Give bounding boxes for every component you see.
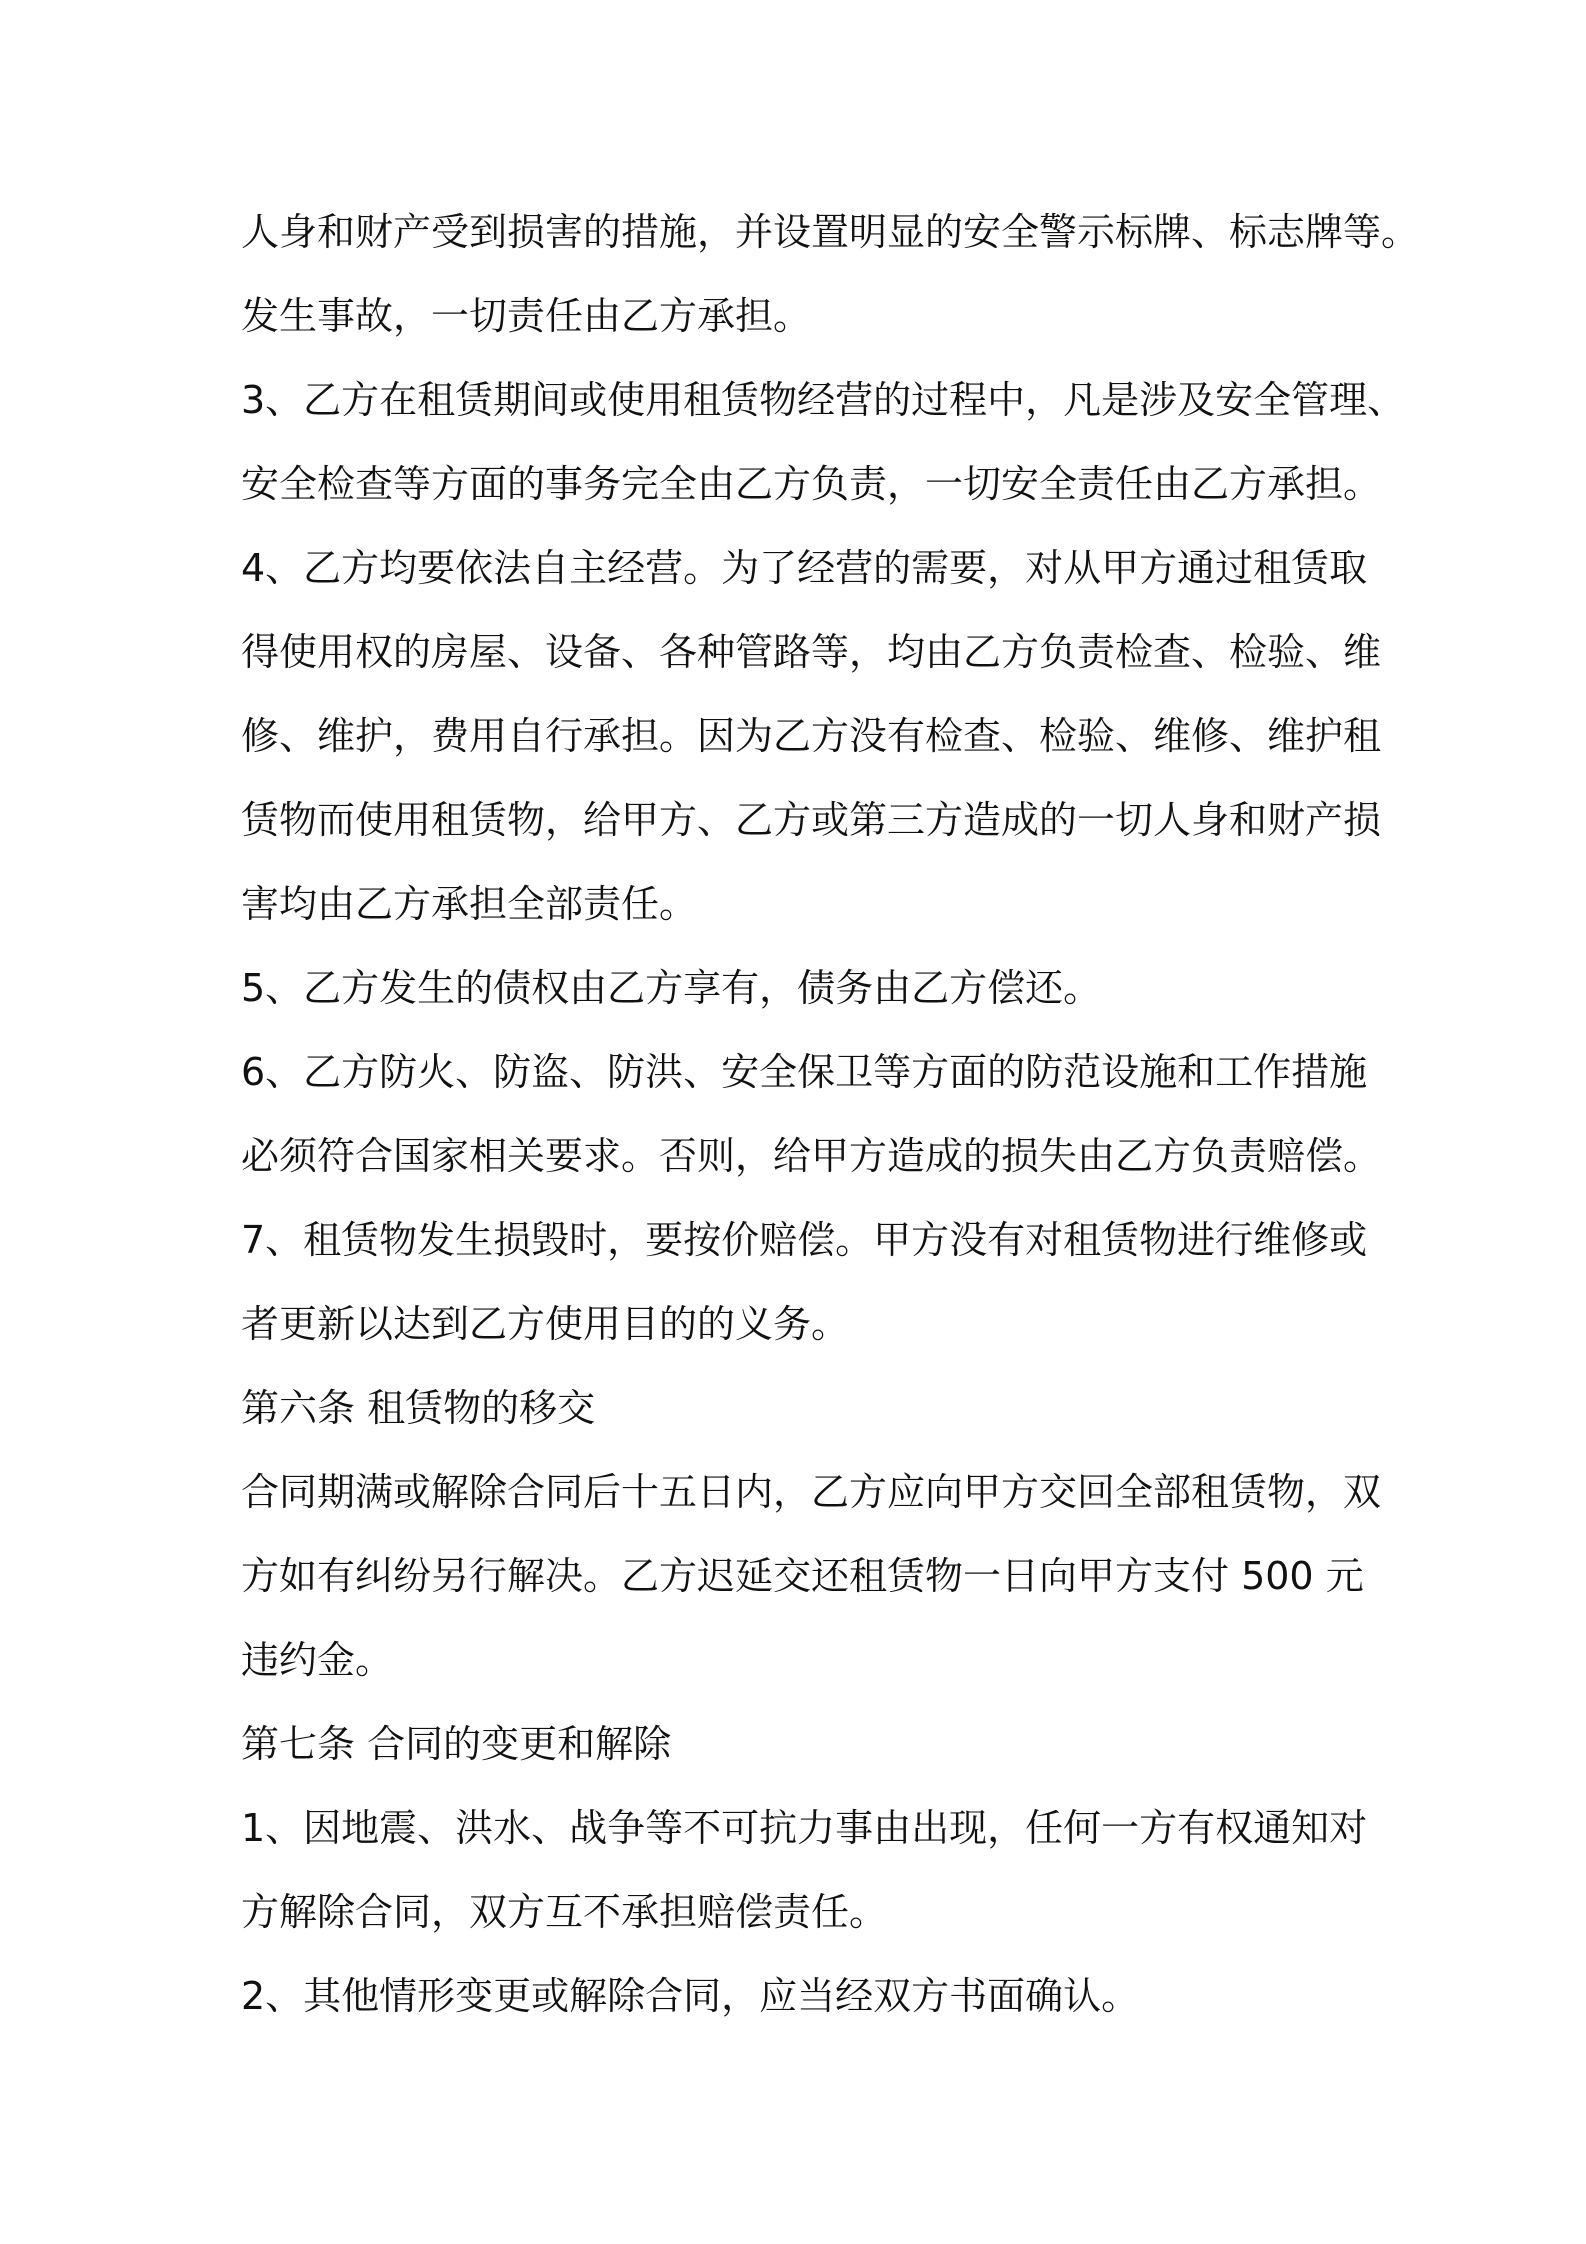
text-line: 合同期满或解除合同后十五日内，乙方应向甲方交回全部租赁物，双 xyxy=(241,1470,1382,1514)
text-line: 6、乙方防火、防盗、防洪、安全保卫等方面的防范设施和工作措施 xyxy=(241,1050,1368,1094)
text-line: 1、因地震、洪水、战争等不可抗力事由出现，任何一方有权通知对 xyxy=(241,1806,1368,1850)
text-line: 5、乙方发生的债权由乙方享有，债务由乙方偿还。 xyxy=(241,966,1102,1010)
document-text-block xyxy=(241,190,1420,2038)
text-line: 人身和财产受到损害的措施，并设置明显的安全警示标牌、标志牌等。 xyxy=(241,210,1420,254)
text-line: 安全检查等方面的事务完全由乙方负责，一切安全责任由乙方承担。 xyxy=(241,462,1382,506)
text-line: 赁物而使用租赁物，给甲方、乙方或第三方造成的一切人身和财产损 xyxy=(241,798,1382,842)
text-line: 违约金。 xyxy=(241,1638,394,1682)
text-line: 4、乙方均要依法自主经营。为了经营的需要，对从甲方通过租赁取 xyxy=(241,546,1368,590)
text-line: 必须符合国家相关要求。否则，给甲方造成的损失由乙方负责赔偿。 xyxy=(241,1134,1382,1178)
text-line: 7、租赁物发生损毁时，要按价赔偿。甲方没有对租赁物进行维修或 xyxy=(241,1218,1368,1262)
section-heading: 第七条 合同的变更和解除 xyxy=(241,1722,672,1766)
text-line: 2、其他情形变更或解除合同，应当经双方书面确认。 xyxy=(241,1974,1140,2018)
text-line: 3、乙方在租赁期间或使用租赁物经营的过程中，凡是涉及安全管理、 xyxy=(241,378,1406,422)
text-line: 得使用权的房屋、设备、各种管路等，均由乙方负责检查、检验、维 xyxy=(241,630,1382,674)
text-line: 方如有纠纷另行解决。乙方迟延交还租赁物一日向甲方支付 500 元 xyxy=(241,1554,1364,1598)
text-line: 方解除合同，双方互不承担赔偿责任。 xyxy=(241,1890,888,1934)
text-line: 发生事故，一切责任由乙方承担。 xyxy=(241,294,812,338)
text-line: 害均由乙方承担全部责任。 xyxy=(241,882,698,926)
text-line: 修、维护，费用自行承担。因为乙方没有检查、检验、维修、维护租 xyxy=(241,714,1382,758)
text-line: 者更新以达到乙方使用目的的义务。 xyxy=(241,1302,850,1346)
section-heading: 第六条 租赁物的移交 xyxy=(241,1386,596,1430)
